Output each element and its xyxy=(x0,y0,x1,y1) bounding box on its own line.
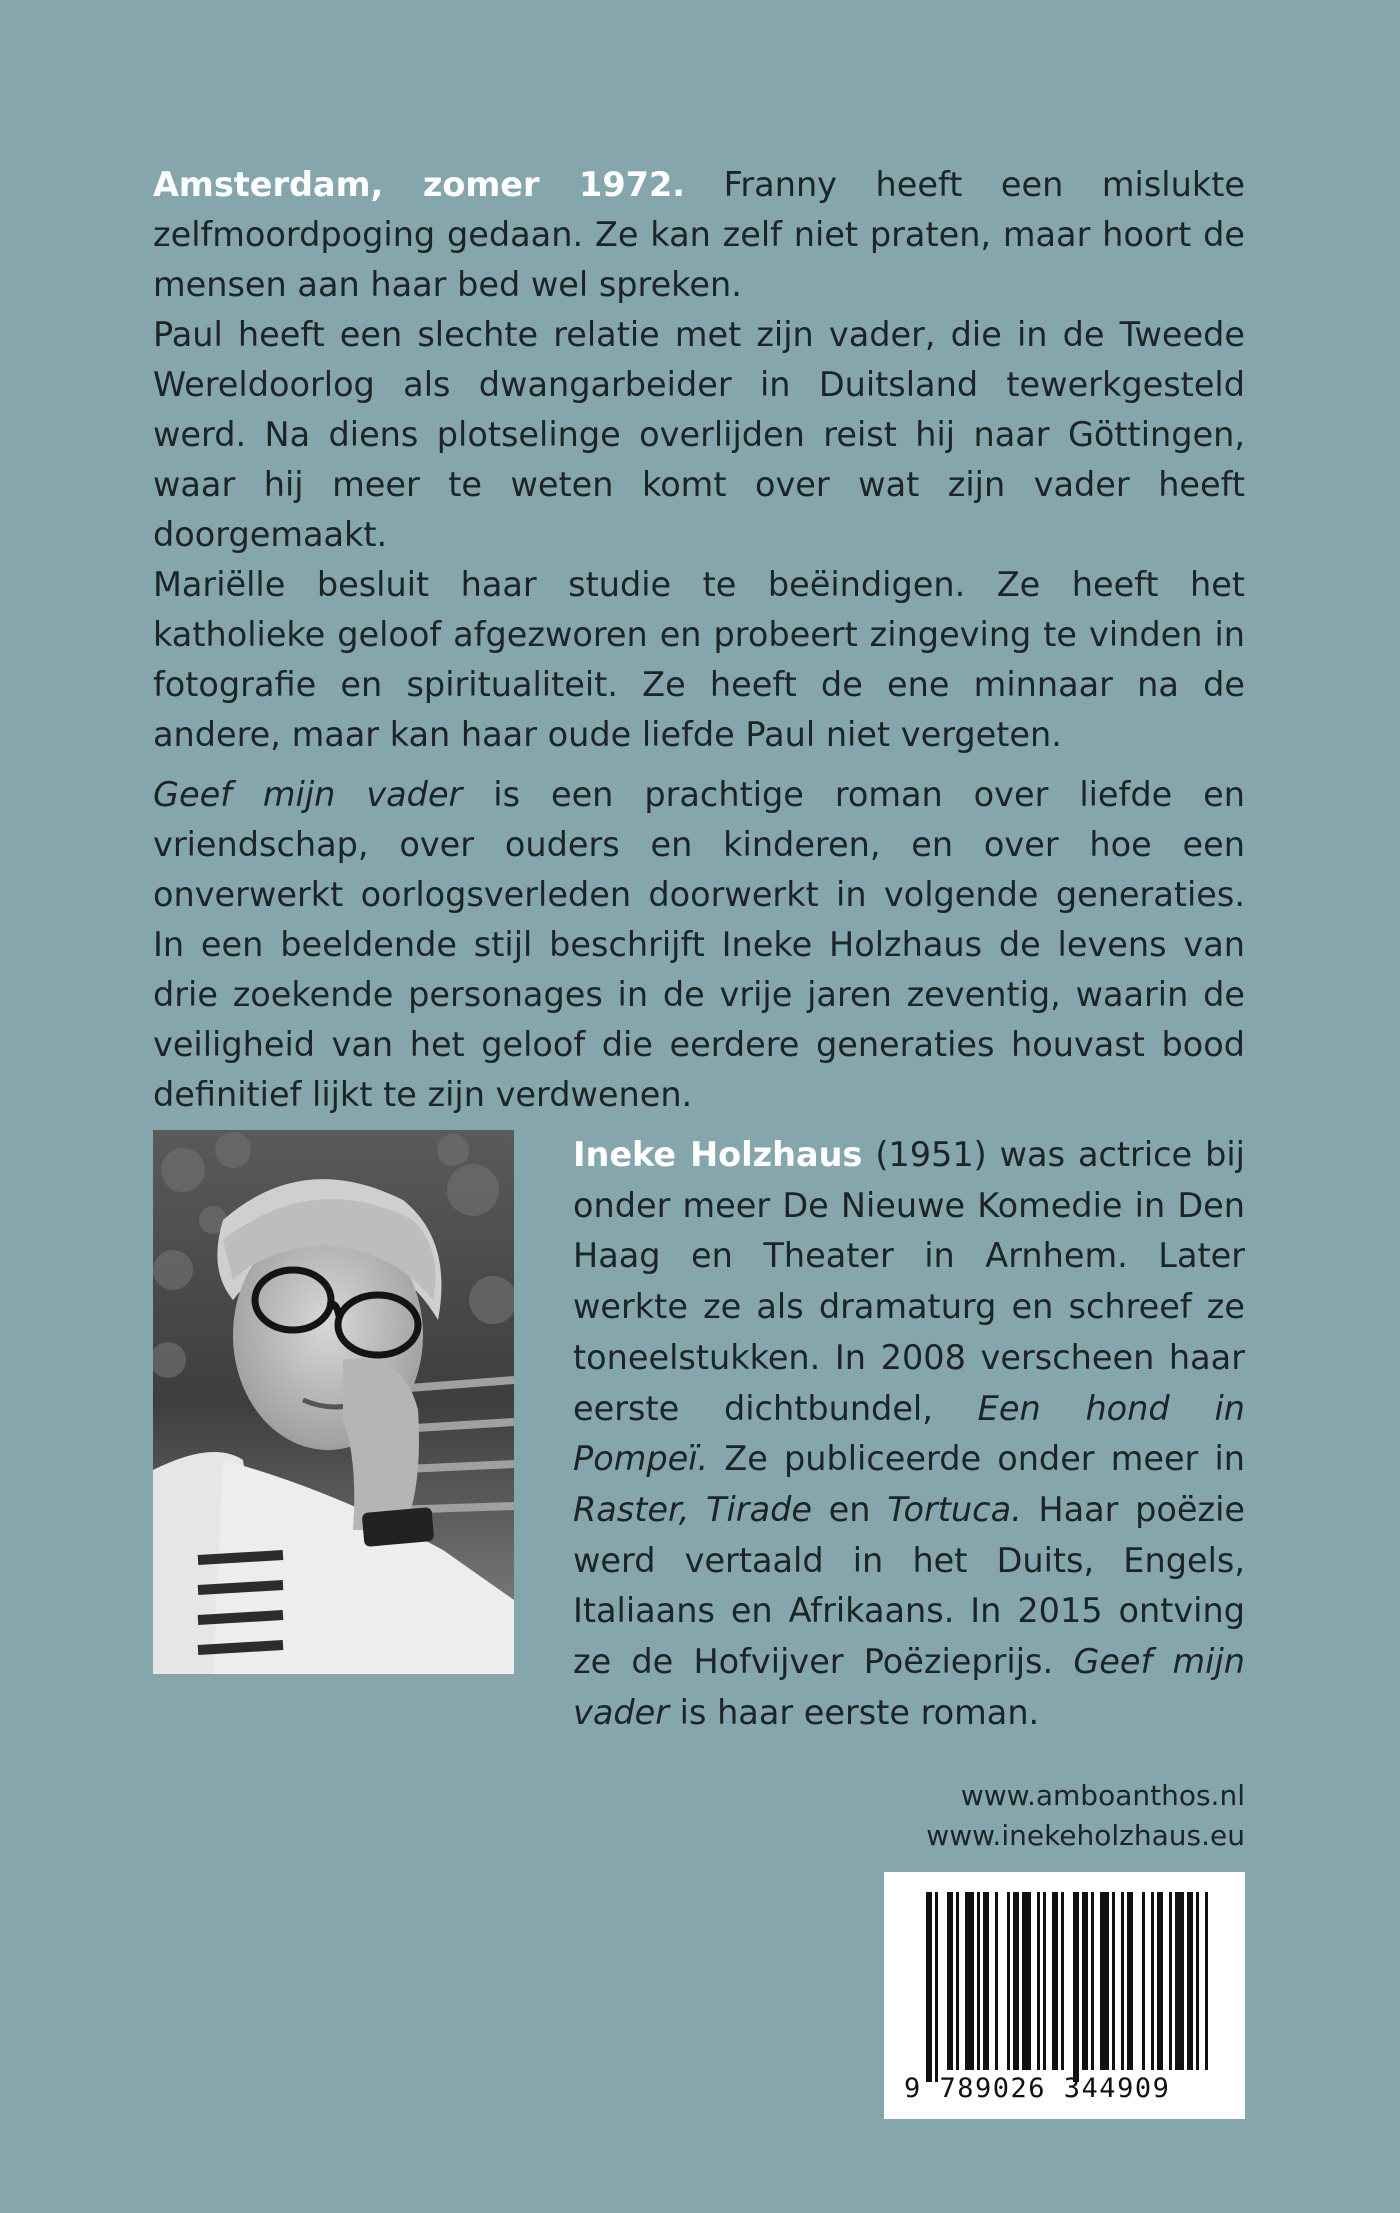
barcode-bar xyxy=(1121,1892,1124,2070)
bio-magazine-2: Tortuca. xyxy=(887,1489,1022,1529)
bio-text-3: en xyxy=(811,1489,888,1529)
blurb-paragraph-franny xyxy=(153,160,1245,310)
barcode-bar xyxy=(1100,1892,1109,2070)
barcode-bar xyxy=(995,1892,998,2070)
barcode-bar xyxy=(1157,1892,1163,2070)
barcode-bar xyxy=(956,1892,959,2070)
barcode-bar xyxy=(1037,1892,1040,2070)
isbn-number: 9 789026 344909 xyxy=(904,2073,1171,2104)
isbn-barcode xyxy=(884,1872,1245,2119)
barcode-bar xyxy=(1043,1892,1046,2070)
barcode-bar xyxy=(977,1892,980,2070)
bio-magazines-1: Raster, Tirade xyxy=(573,1489,812,1529)
author-photo xyxy=(153,1130,514,1674)
barcode-bar xyxy=(1022,1892,1031,2070)
bio-book-title-1: Een hond in Pompeï. xyxy=(573,1388,1245,1479)
barcode-bar xyxy=(1127,1892,1133,2070)
barcode-bar xyxy=(1052,1892,1058,2070)
barcode-bar xyxy=(1187,1892,1193,2070)
blurb-paragraph-marielle: Mariëlle besluit haar studie te beëindigen. Ze heeft het katholieke geloof afgezworen en probeert zingeving te vinden in fotografie en spiritualiteit. Ze heeft de ene minnaar na de andere, maar kan haar oude liefde Paul niet vergeten. xyxy=(153,565,1245,754)
author-photo-image xyxy=(153,1130,514,1674)
author-url[interactable]: www.inekeholzhaus.eu xyxy=(926,1819,1245,1852)
barcode-bar xyxy=(1013,1892,1019,2070)
blurb-lead: Amsterdam, zomer 1972. xyxy=(153,165,686,204)
barcode-bar xyxy=(1061,1892,1064,2070)
barcode-bar xyxy=(1007,1892,1010,2070)
barcode-bar xyxy=(935,1892,938,2082)
barcode-bar xyxy=(1175,1892,1184,2070)
bio-text-2: Ze publiceerde onder meer in xyxy=(708,1439,1245,1479)
barcode-bar xyxy=(965,1892,974,2070)
blurb-franny-text: Franny heeft een mislukte zelfmoordpoging gedaan. Ze kan zelf niet praten, maar hoort de mensen aan haar bed wel spreken. xyxy=(153,165,1245,304)
bio-text-1: (1951) was actrice bij onder meer De Nieuwe Komedie in Den Haag en Theater in Arnhem. Later werkte ze als dramaturg en schreef ze toneelstukken. In 2008 verscheen haar eerste dichtbundel, xyxy=(573,1135,1245,1428)
blurb-section xyxy=(153,160,1245,760)
barcode-bar xyxy=(1196,1892,1199,2070)
barcode-bar xyxy=(1205,1892,1208,2070)
blurb-paragraph-paul: Paul heeft een slechte relatie met zijn vader, die in de Tweede Wereldoorlog als dwangarbeider in Duitsland tewerkgesteld werd. Na diens plotselinge overlijden reist hij naar Göttingen, waar hij meer te weten komt over wat zijn vader heeft doorgemaakt. xyxy=(153,315,1245,554)
review-text: is een prachtige roman over liefde en vriendschap, over ouders en kinderen, en over hoe een onverwerkt oorlogsverleden doorwerkt in volgende generaties. In een beeldende stijl beschrijft Ineke Holzhaus de levens van drie zoekende personages in de vrije jaren zeventig, waarin de veiligheid van het geloof die eerdere generaties houvast bood definitief lijkt te zijn verdwenen. xyxy=(153,775,1245,1114)
barcode-bar xyxy=(947,1892,953,2070)
barcode-bar xyxy=(983,1892,989,2070)
barcode-bar xyxy=(1169,1892,1172,2070)
author-name: Ineke Holzhaus xyxy=(573,1135,863,1174)
bio-text-4: Haar poëzie werd vertaald in het Duits, Engels, Italiaans en Afrikaans. In 2015 ontving ze de Hofvijver Poëzieprijs. xyxy=(573,1489,1245,1682)
barcode-bar xyxy=(1082,1892,1088,2070)
review-book-title: Geef mijn vader xyxy=(153,775,463,814)
bio-book-title-2: Geef mijn vader xyxy=(573,1642,1245,1732)
barcode-bar xyxy=(1112,1892,1115,2070)
review-section xyxy=(153,770,1245,1120)
barcode-bar xyxy=(1151,1892,1154,2070)
barcode-bar xyxy=(1091,1892,1094,2070)
barcode-bar xyxy=(1073,1892,1079,2082)
bio-text-5: is haar eerste roman. xyxy=(669,1692,1040,1732)
review-paragraph xyxy=(153,770,1245,1120)
publisher-url[interactable]: www.amboanthos.nl xyxy=(960,1779,1245,1812)
author-bio xyxy=(573,1130,1245,1738)
barcode-bar xyxy=(926,1892,932,2082)
barcode-bar xyxy=(1142,1892,1145,2070)
